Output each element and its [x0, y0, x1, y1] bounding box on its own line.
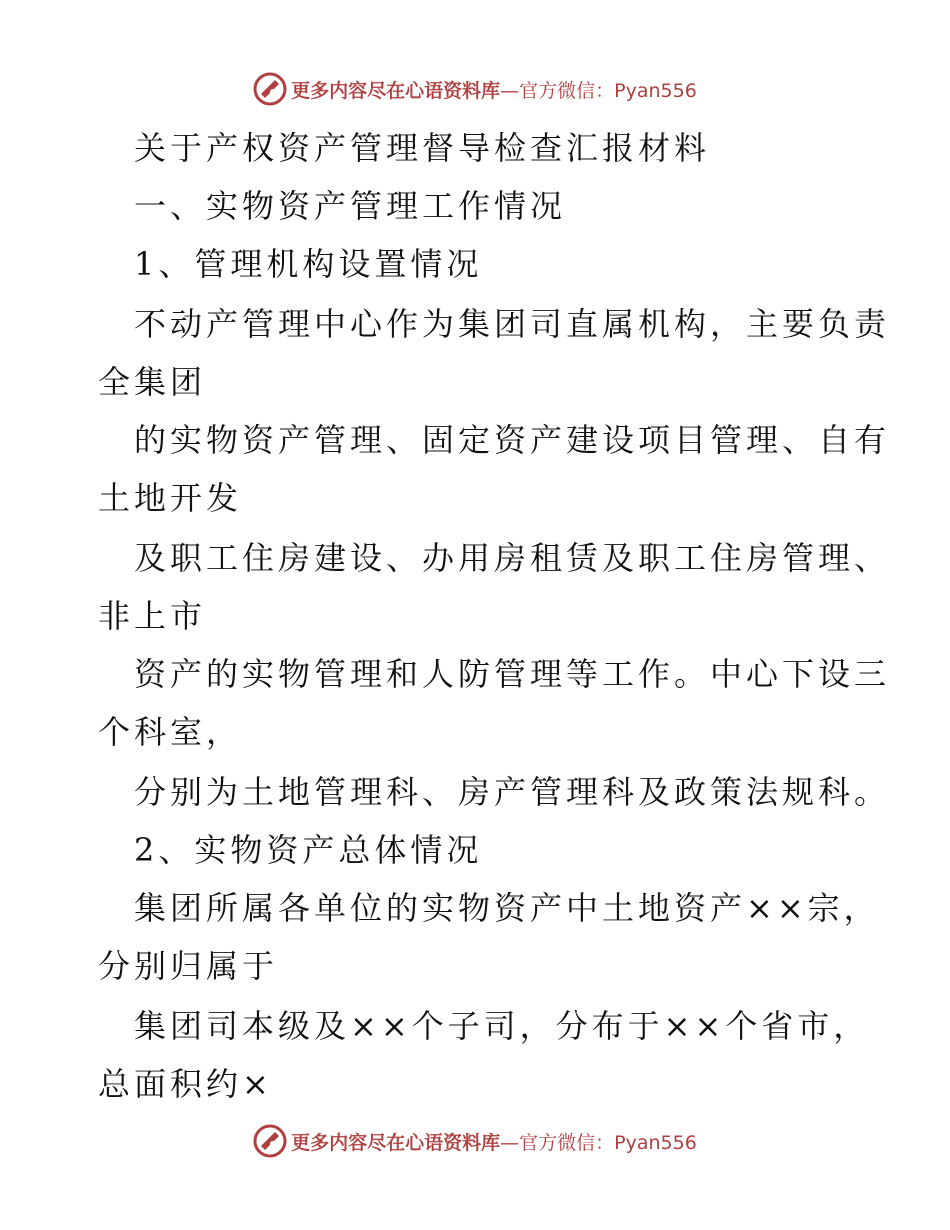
paragraph-line: 非上市: [98, 597, 207, 635]
paragraph-line: 不动产管理中心作为集团司直属机构，主要负责: [134, 305, 891, 343]
paragraph-line: 分别为土地管理科、房产管理科及政策法规科。: [134, 773, 891, 811]
document-title: 关于产权资产管理督导检查汇报材料: [134, 129, 711, 167]
paragraph-line: 的实物资产管理、固定资产建设项目管理、自有: [134, 421, 891, 459]
subsection-heading: 2、实物资产总体情况: [134, 831, 483, 869]
watermark-main-text: 更多内容尽在心语资料库: [291, 79, 501, 102]
paragraph-line: 总面积约×: [98, 1065, 273, 1103]
watermark-header: [0, 72, 950, 106]
paragraph-line: 个科室，: [98, 713, 243, 751]
subsection-heading: 1、管理机构设置情况: [134, 245, 483, 283]
paragraph-line: 分别归属于: [98, 947, 279, 985]
paragraph-line: 集团司本级及××个子司，分布于××个省市，: [134, 1007, 870, 1045]
watermark-main-text: 更多内容尽在心语资料库: [291, 1131, 501, 1154]
watermark-footer: [0, 1124, 950, 1158]
paragraph-line: 及职工住房建设、办用房租赁及职工住房管理、: [134, 539, 891, 577]
paragraph-line: 集团所属各单位的实物资产中土地资产××宗，: [134, 889, 880, 927]
logo-icon: [253, 72, 287, 106]
logo-icon: [253, 1124, 287, 1158]
watermark-contact-text: —官方微信：Pyan556: [500, 79, 697, 102]
paragraph-line: 全集团: [98, 363, 207, 401]
section-heading: 一、实物资产管理工作情况: [134, 187, 567, 225]
watermark-contact-text: —官方微信：Pyan556: [500, 1131, 697, 1154]
paragraph-line: 土地开发: [98, 479, 243, 517]
paragraph-line: 资产的实物管理和人防管理等工作。中心下设三: [134, 655, 891, 693]
